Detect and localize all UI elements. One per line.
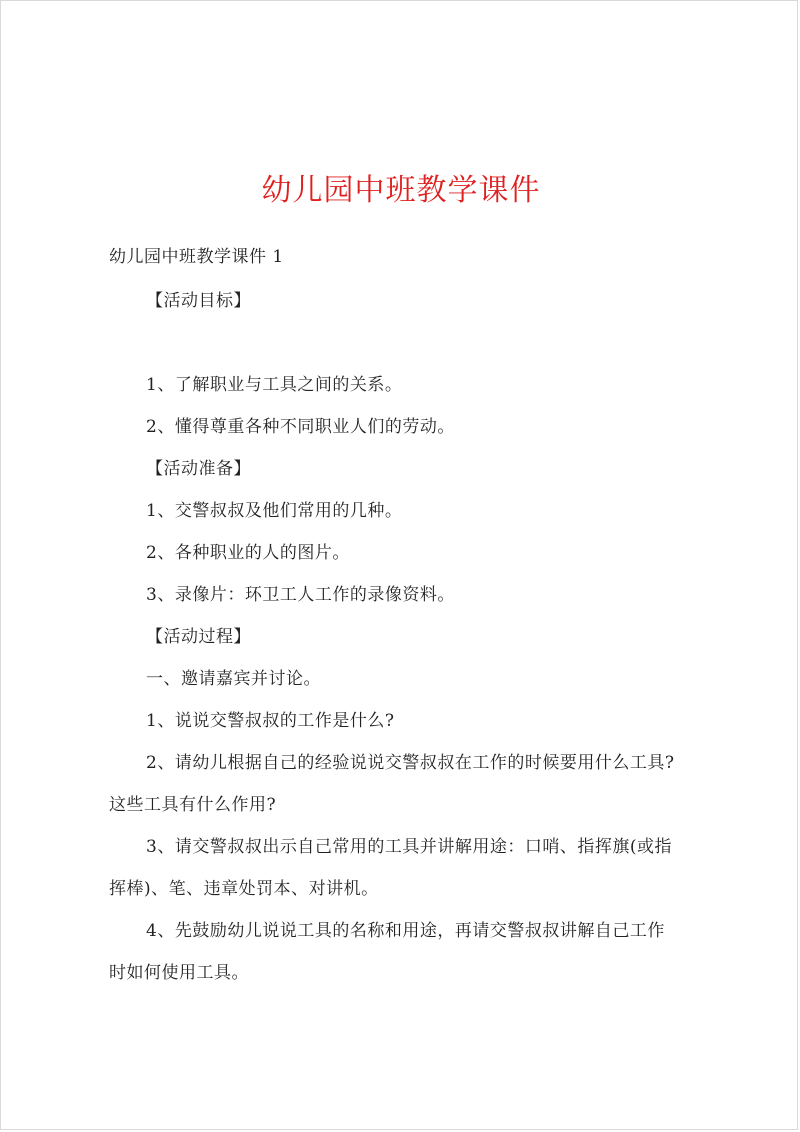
paragraph: 一、邀请嘉宾并讨论。 [146, 669, 321, 689]
subheading-preparation: 【活动准备】 [146, 459, 251, 479]
page-title: 幼儿园中班教学课件 [261, 173, 541, 208]
paragraph: 4、先鼓励幼儿说说工具的名称和用途，再请交警叔叔讲解自己工作 [146, 921, 665, 941]
subheading-goals: 【活动目标】 [146, 291, 251, 311]
paragraph: 1、交警叔叔及他们常用的几种。 [146, 501, 403, 521]
paragraph-continuation: 这些工具有什么作用? [109, 795, 277, 815]
section-heading: 幼儿园中班教学课件 1 [109, 247, 284, 267]
paragraph: 2、请幼儿根据自己的经验说说交警叔叔在工作的时候要用什么工具? [146, 753, 675, 773]
paragraph-continuation: 时如何使用工具。 [109, 963, 249, 983]
paragraph: 1、说说交警叔叔的工作是什么? [146, 711, 395, 731]
paragraph: 3、请交警叔叔出示自己常用的工具并讲解用途：口哨、指挥旗(或指 [146, 837, 672, 857]
paragraph-continuation: 挥棒)、笔、违章处罚本、对讲机。 [109, 879, 379, 899]
subheading-process: 【活动过程】 [146, 627, 251, 647]
paragraph: 2、懂得尊重各种不同职业人们的劳动。 [146, 417, 455, 437]
paragraph: 2、各种职业的人的图片。 [146, 543, 350, 563]
paragraph: 3、录像片：环卫工人工作的录像资料。 [146, 585, 455, 605]
paragraph: 1、了解职业与工具之间的关系。 [146, 375, 403, 395]
